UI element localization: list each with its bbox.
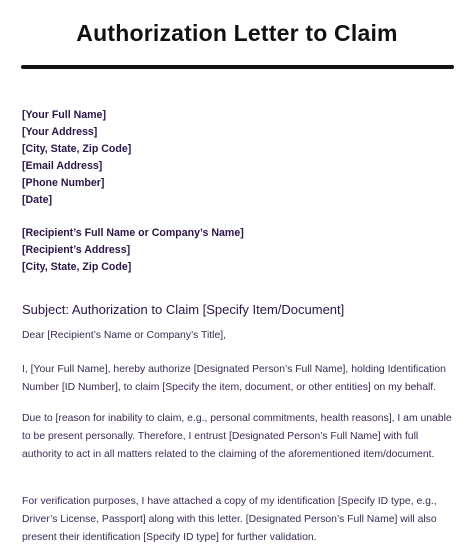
sender-phone: [Phone Number] [22, 177, 105, 189]
salutation: Dear [Recipient’s Name or Company’s Title], [22, 330, 227, 341]
subject-line: Subject: Authorization to Claim [Specify Item/Document] [22, 302, 345, 317]
body-paragraph-reason: Due to [reason for inability to claim, e.g., personal commitments, health reasons], I am unable to be present personally. Therefore, I entrust [Designated Person’s Full Name] with full authority to act in all matters related to the claiming of the aforementioned item/document. [22, 413, 452, 460]
sender-name: [Your Full Name] [22, 109, 106, 121]
body-paragraph-verification: For verification purposes, I have attached a copy of my identification [Specify ID type, e.g., Driver’s License, Passport] along with this letter. [Designated Person’s Full Name] will also present their identification [Specify ID type] for further validation. [22, 496, 437, 543]
sender-address: [Your Address] [22, 126, 98, 138]
body-paragraph-authorization: I, [Your Full Name], hereby authorize [Designated Person’s Full Name], holding Identification Number [ID Number], to claim [Specify the item, document, or other entities] on my behalf. [22, 364, 446, 393]
recipient-city-state-zip: [City, State, Zip Code] [22, 261, 132, 273]
recipient-name: [Recipient’s Full Name or Company’s Name] [22, 227, 244, 239]
recipient-address-block [22, 225, 244, 276]
sender-email: [Email Address] [22, 160, 103, 172]
letter-date: [Date] [22, 194, 53, 206]
title-divider [21, 65, 454, 69]
document-title: Authorization Letter to Claim [76, 20, 398, 46]
sender-address-block [22, 107, 131, 209]
recipient-address: [Recipient’s Address] [22, 244, 131, 256]
sender-city-state-zip: [City, State, Zip Code] [22, 143, 132, 155]
